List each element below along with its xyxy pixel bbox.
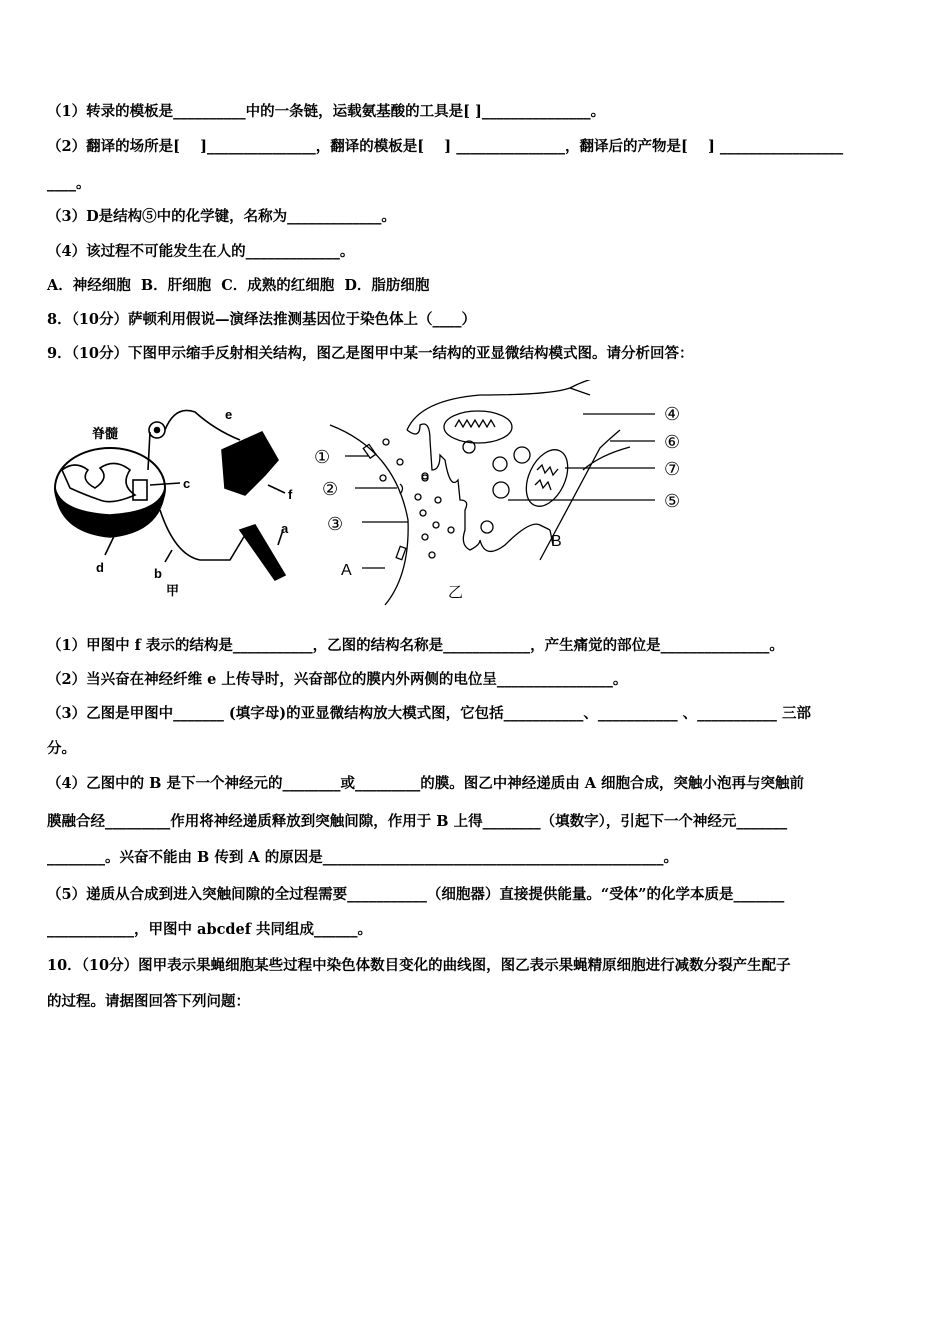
q9-part4-cont: 膜融合经_________作用将神经递质释放到突触间隙，作用于 B 上得________（填数字），引起下一个神经元_______ xyxy=(47,813,788,830)
q9-part5-cont: ____________，甲图中 abcdef 共同组成______。 xyxy=(47,921,373,938)
q10-stem-cont: 的过程。请据图回答下列问题： xyxy=(47,993,250,1010)
q7-part4: （4）该过程不可能发生在人的_____________。 xyxy=(47,243,355,260)
label-A: A xyxy=(341,562,352,579)
q9-part4: （4）乙图中的 B 是下一个神经元的________或_________的膜。图乙中神经递质由 A 细胞合成，突触小泡再与突触前 xyxy=(47,775,805,792)
caption-yi: 乙 xyxy=(448,584,464,601)
q7-part2: （2）翻译的场所是[ ]_______________，翻译的模板是[ ] _______________，翻译后的产物是[ ] _________________ xyxy=(47,138,844,155)
label-B: B xyxy=(551,533,562,550)
q9-part1: （1）甲图中 f 表示的结构是___________，乙图的结构名称是____________，产生痛觉的部位是_______________。 xyxy=(47,637,784,654)
label-b: b xyxy=(154,566,162,581)
label-6: ⑥ xyxy=(664,432,681,452)
q10-stem: 10．（10分）图甲表示果蝇细胞某些过程中染色体数目变化的曲线图，图乙表示果蝇精原细胞进行减数分裂产生配子 xyxy=(47,957,791,974)
q9-part4-cont2: ________。兴奋不能由 B 传到 A 的原因是_______________________________________________。 xyxy=(47,849,678,866)
label-5: ⑤ xyxy=(664,491,681,511)
q7-part2-cont: ____。 xyxy=(47,175,91,192)
caption-jia: 甲 xyxy=(166,583,180,598)
q9-part5: （5）递质从合成到进入突触间隙的全过程需要___________（细胞器）直接提供能量。“受体”的化学本质是_______ xyxy=(47,886,785,903)
label-4: ④ xyxy=(664,404,681,424)
label-a: a xyxy=(281,521,289,536)
label-1: ① xyxy=(314,447,331,467)
figure-yi-synapse xyxy=(330,380,655,605)
q8-stem: 8．（10分）萨顿利用假说—演绎法推测基因位于染色体上（____） xyxy=(47,311,477,328)
label-3: ③ xyxy=(327,514,344,534)
q9-stem: 9．（10分）下图甲示缩手反射相关结构，图乙是图甲中某一结构的亚显微结构模式图。请分析回答： xyxy=(47,345,694,362)
label-2: ② xyxy=(322,479,339,499)
q7-part3: （3）D是结构⑤中的化学键，名称为_____________。 xyxy=(47,208,396,225)
label-spinal-cord: 脊髓 xyxy=(92,426,119,441)
q9-figure xyxy=(0,380,950,620)
q9-part2: （2）当兴奋在神经纤维 e 上传导时，兴奋部位的膜内外两侧的电位呈________________。 xyxy=(47,671,628,688)
figure-jia-reflex-arc xyxy=(55,410,285,580)
q9-part3: （3）乙图是甲图中_______ (填字母)的亚显微结构放大模式图，它包括___________、___________ 、___________ 三部 xyxy=(47,705,811,722)
label-e: e xyxy=(225,407,233,422)
label-d: d xyxy=(96,560,104,575)
label-7: ⑦ xyxy=(664,459,681,479)
q7-options: A．神经细胞 B．肝细胞 C．成熟的红细胞 D．脂肪细胞 xyxy=(47,277,430,294)
label-c: c xyxy=(183,476,191,491)
q9-part3-cont: 分。 xyxy=(47,740,76,757)
q7-part1: （1）转录的模板是__________中的一条链，运载氨基酸的工具是[ ]_______________。 xyxy=(47,103,606,120)
label-f: f xyxy=(288,487,293,502)
